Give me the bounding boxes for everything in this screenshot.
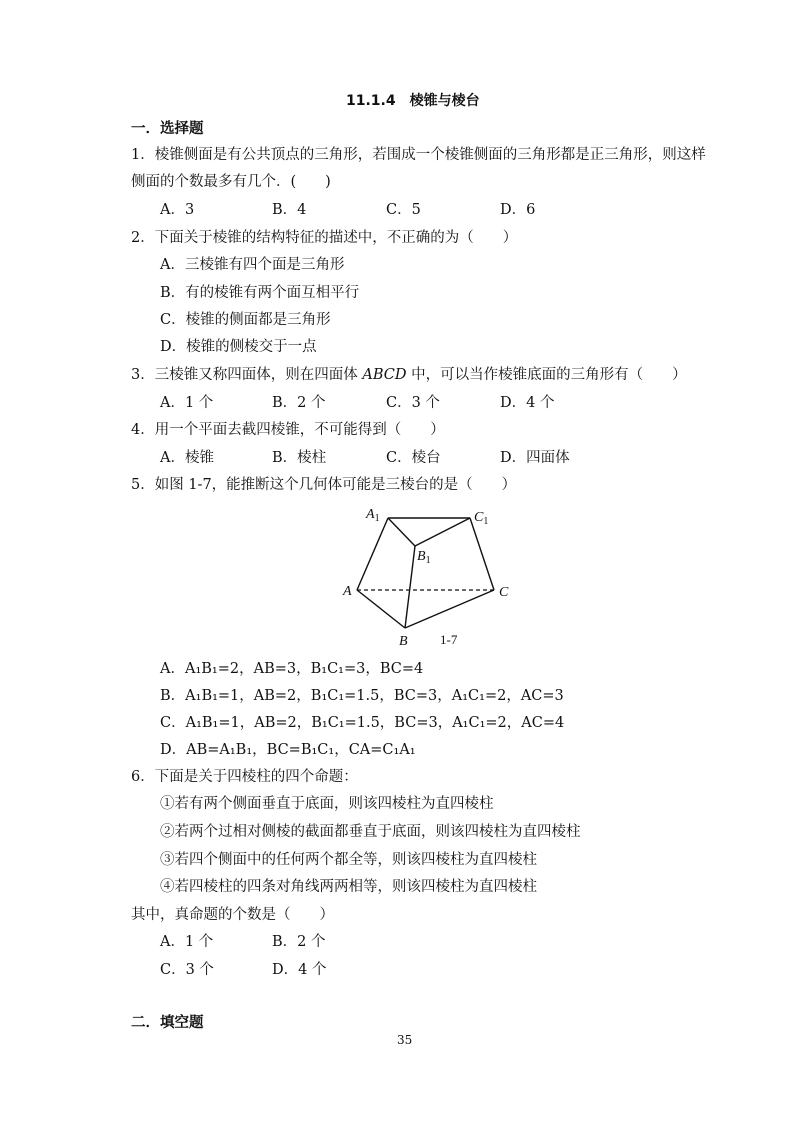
- q5-stem: 5．如图 1-7，能推断这个几何体可能是三棱台的是（ ）: [131, 477, 517, 493]
- q3-tetrahedron-name: ABCD: [362, 367, 407, 383]
- q3-option-b: B．2 个: [272, 395, 326, 411]
- q5-option-a: A．A₁B₁=2，AB=3，B₁C₁=3，BC=4: [160, 661, 424, 677]
- q3-stem: [131, 366, 687, 384]
- label-b1: $B_1$: [417, 549, 431, 566]
- q3-option-c: C．3 个: [386, 395, 440, 411]
- q1-option-a: A．3: [160, 202, 195, 218]
- q3-stem-part1: 3．三棱锥又称四面体，则在四面体: [131, 367, 363, 383]
- label-a: A: [343, 584, 352, 599]
- label-c: C: [499, 585, 509, 600]
- edge-b-c: [405, 590, 494, 628]
- frustum-figure: [340, 502, 520, 652]
- q6-proposition-2: ②若两个过相对侧棱的截面都垂直于底面，则该四棱柱为直四棱柱: [160, 824, 581, 840]
- q3-option-a: A．1 个: [160, 395, 214, 411]
- label-b: B: [399, 634, 408, 649]
- page-number: 35: [397, 1033, 413, 1047]
- q1-option-b: B．4: [272, 202, 307, 218]
- q2-option-b: B．有的棱锥有两个面互相平行: [160, 285, 360, 301]
- q2-option-c: C．棱锥的侧面都是三角形: [160, 312, 331, 328]
- q4-option-b: B．棱柱: [272, 450, 327, 466]
- q1-stem-line2: 侧面的个数最多有几个．( ): [131, 174, 331, 190]
- q6-option-c: C．3 个: [160, 962, 214, 978]
- q4-stem: 4．用一个平面去截四棱锥，不可能得到（ ）: [131, 422, 445, 438]
- figure-caption: 1-7: [440, 632, 458, 647]
- edge-b1-c1: [415, 518, 470, 546]
- edge-b-b1: [405, 546, 415, 628]
- q2-stem: 2．下面关于棱锥的结构特征的描述中，不正确的为（ ）: [131, 230, 518, 246]
- q6-proposition-4: ④若四棱柱的四条对角线两两相等，则该四棱柱为直四棱柱: [160, 879, 537, 895]
- q5-option-b: B．A₁B₁=1，AB=2，B₁C₁=1.5，BC=3，A₁C₁=2，AC=3: [160, 688, 564, 704]
- q2-option-a: A．三棱锥有四个面是三角形: [160, 257, 345, 273]
- q4-option-a: A．棱锥: [160, 450, 214, 466]
- q1-option-d: D．6: [500, 202, 536, 218]
- section-heading-fill: 二．填空题: [131, 1014, 204, 1031]
- section-heading-choice: 一．选择题: [131, 120, 204, 137]
- edge-a-a1: [357, 518, 388, 590]
- q4-option-d: D．四面体: [500, 450, 570, 466]
- q6-proposition-1: ①若有两个侧面垂直于底面，则该四棱柱为直四棱柱: [160, 796, 494, 812]
- q1-stem-line1: 1．棱锥侧面是有公共顶点的三角形，若围成一个棱锥侧面的三角形都是正三角形，则这样: [131, 147, 706, 163]
- label-c1: $C_1$: [474, 510, 489, 527]
- q6-option-d: D．4 个: [272, 962, 327, 978]
- q5-option-c: C．A₁B₁=1，AB=2，B₁C₁=1.5，BC=3，A₁C₁=2，AC=4: [160, 715, 565, 731]
- q3-option-d: D．4 个: [500, 395, 555, 411]
- edge-a1-b1: [388, 518, 415, 546]
- q6-option-b: B．2 个: [272, 934, 326, 950]
- edge-a-b: [357, 590, 405, 628]
- q6-proposition-3: ③若四个侧面中的任何两个都全等，则该四棱柱为直四棱柱: [160, 852, 537, 868]
- q6-option-a: A．1 个: [160, 934, 214, 950]
- edge-c-c1: [470, 518, 494, 590]
- q2-option-d: D．棱锥的侧棱交于一点: [160, 339, 317, 355]
- q3-stem-part2: 中，可以当作棱锥底面的三角形有（ ）: [406, 367, 687, 383]
- page-title: 11.1.4 棱锥与棱台: [346, 93, 480, 109]
- q4-option-c: C．棱台: [386, 450, 441, 466]
- q1-option-c: C．5: [386, 202, 421, 218]
- label-a1: $A_1$: [366, 507, 380, 524]
- q5-option-d: D．AB=A₁B₁，BC=B₁C₁，CA=C₁A₁: [160, 742, 416, 758]
- q6-question: 其中，真命题的个数是（ ）: [131, 907, 334, 923]
- q6-stem: 6．下面是关于四棱柱的四个命题：: [131, 769, 358, 785]
